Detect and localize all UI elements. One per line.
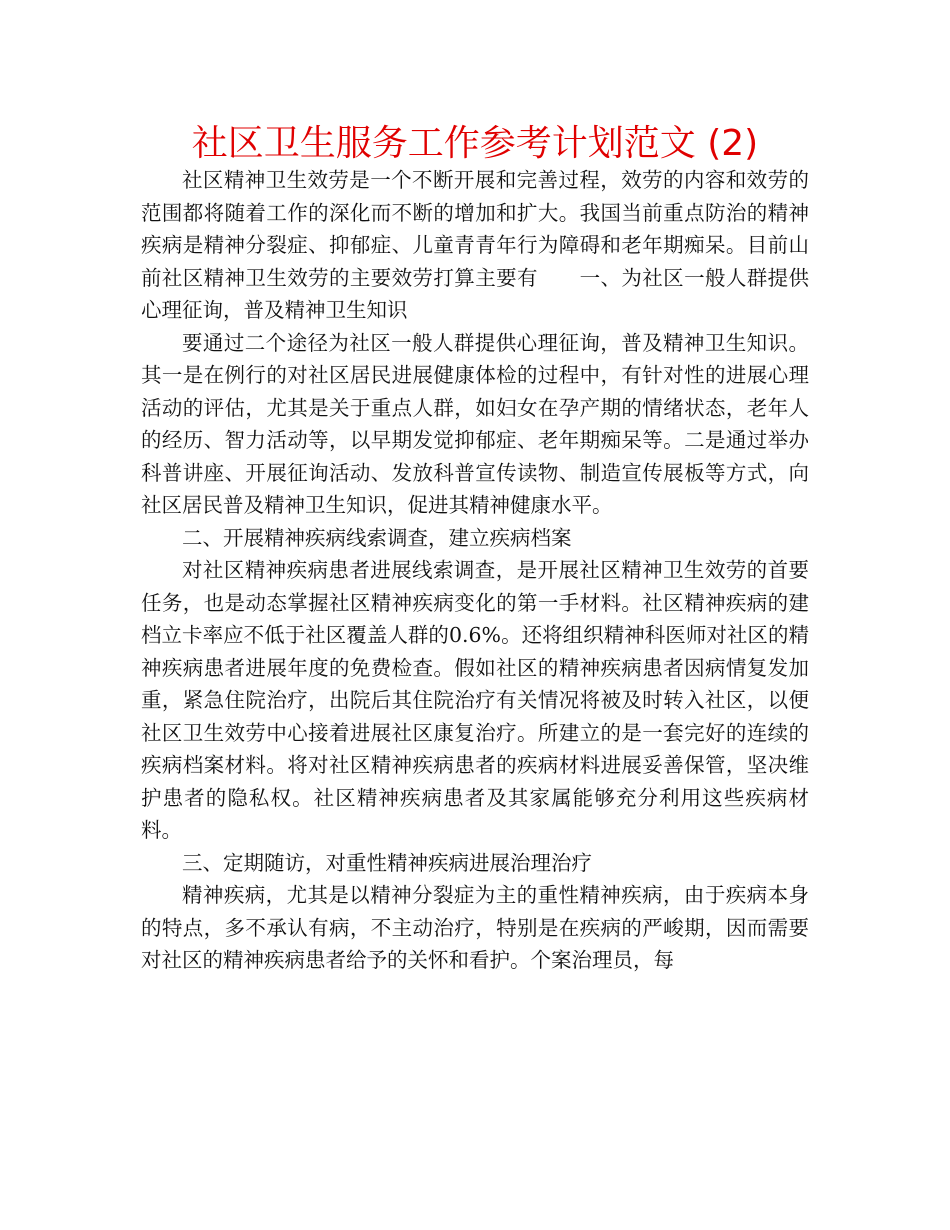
heading-section-3: 三、定期随访，对重性精神疾病进展治理治疗 — [182, 850, 592, 875]
document-body — [141, 164, 809, 977]
paragraph-section-2: 对社区精神疾病患者进展线索调查，是开展社区精神卫生效劳的首要任务，也是动态掌握社区精神疾病变化的第一手材料。社区精神疾病的建档立卡率应不低于社区覆盖人群的0.6%。还将组织精神科医师对社区的精神疾病患者进展年度的免费检查。假如社区的精神疾病患者因病情复发加重，紧急住院治疗，出院后其住院治疗有关情况将被及时转入社区，以便社区卫生效劳中心接着进展社区康复治疗。所建立的是一套完好的连续的疾病档案材料。将对社区精神疾病患者的疾病材料进展妥善保管，坚决维护患者的隐私权。社区精神疾病患者及其家属能够充分利用这些疾病材料。 — [141, 558, 809, 842]
paragraph-section-1: 要通过二个途径为社区一般人群提供心理征询，普及精神卫生知识。其一是在例行的对社区居民进展健康体检的过程中，有针对性的进展心理活动的评估，尤其是关于重点人群，如妇女在孕产期的情绪状态，老年人的经历、智力活动等，以早期发觉抑郁症、老年期痴呆等。二是通过举办科普讲座、开展征询活动、发放科普宣传读物、制造宣传展板等方式，向社区居民普及精神卫生知识，促进其精神健康水平。 — [141, 330, 809, 517]
paragraph-section-3: 精神疾病，尤其是以精神分裂症为主的重性精神疾病，由于疾病本身的特点，多不承认有病，不主动治疗，特别是在疾病的严峻期，因而需要对社区的精神疾病患者给予的关怀和看护。个案治理员，每 — [141, 883, 809, 972]
document-title: 社区卫生服务工作参考计划范文 (2) — [191, 123, 759, 164]
heading-section-2: 二、开展精神疾病线索调查，建立疾病档案 — [182, 525, 572, 550]
paragraph-intro: 社区精神卫生效劳是一个不断开展和完善过程，效劳的内容和效劳的范围都将随着工作的深化而不断的增加和扩大。我国当前重点防治的精神疾病是精神分裂症、抑郁症、儿童青青年行为障碍和老年期痴呆。目前山前社区精神卫生效劳的主要效劳打算主要有 一、为社区一般人群提供心理征询，普及精神卫生知识 — [141, 168, 809, 322]
